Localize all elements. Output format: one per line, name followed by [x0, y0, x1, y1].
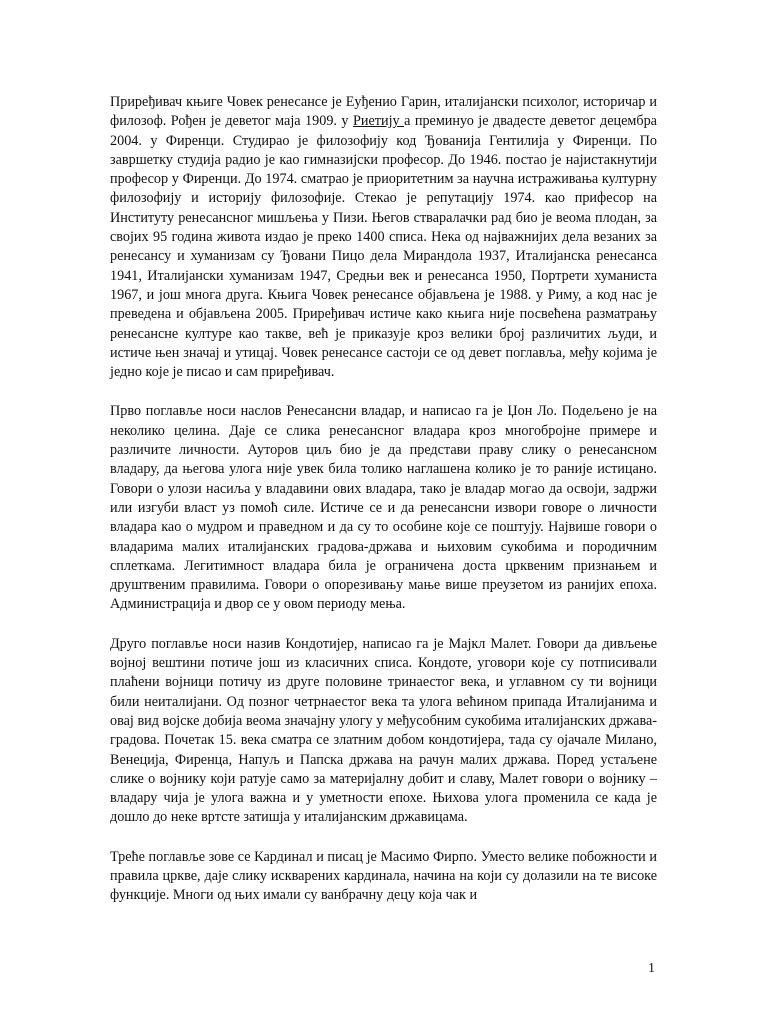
paragraph-author-intro: [110, 93, 657, 382]
paragraph-chapter-one: Прво поглавље носи наслов Ренесансни владар, и написао га је Џон Ло. Подељено је на неколико целина. Даје се слика ренесансног владара кроз многобројне примере и различите личности. Ауторов циљ био је да представи праву слику о ренесансном владару, да његова улога није увек била толико наглашена колико је то раније истицано. Говори о улози насиља у владавини ових владара, тако је владар могао да освоји, задржи или изгуби власт уз помоћ силе. Истиче се и да ренесансни извори говоре о личности владара као о мудром и праведном и да су то особине које се поштују. Највише говори о владарима малих италијанских градова-држава и њиховим сукобима и породичним сплеткама. Легитимност владара била је ограничена доста црквеним признањем и друштвеним правилима. Говори о опорезивању мање више преузетом из ранијих епоха. Администрација и двор се у овом периоду мења.: [110, 403, 657, 613]
paragraph-text: Приређивач књиге Човек ренесансе је Еуђенио Гарин, италијански психолог, историчар и филозоф. Рођен је деветог маја 1909. у: [110, 94, 657, 130]
underlined-place-name: Риетију: [353, 113, 405, 130]
paragraph-chapter-two: Друго поглавље носи назив Кондотијер, написао га је Мајкл Малет. Говори да дивљење војној вештини потиче још из класичних списа. Кондоте, уговори које су потписивали плаћени војници потичу из друге половине тринаестог века, и углавном су ти војници били неиталијани. Од позног четрнаестог века та улога већином припада Италијанима и овај вид војске добија веома значајну улогу у међусобним сукобима италијанских држава-градова. Почетак 15. века сматра се златним добом кондотијера, тада су ојачале Милано, Венеција, Фиренца, Напуљ и Папска држава на рачун малих држава. Поред устаљене слике о војнику који ратује само за материјалну добит и славу, Малет говори о војнику – владару чија је улога важна и у уметности епохе. Њихова улога променила се када је дошло до неке вртсте затишја у италијанским државицама.: [110, 635, 657, 826]
page-number: 1: [648, 961, 655, 976]
paragraph-text: а преминуо је двадесте деветог децембра 2004. у Фиренци. Студирао је филозофију код Ђованија Гентилија у Фиренци. По завршетку студија радио је као гимназијски професор. До 1946. постао је најистакнутији професор у Фиренци. До 1974. сматрао је приоритетним за научна истраживања културну филозофију и историју филозофије. Стекао је репутацију 1974. као прифесор на Институту ренесансног мишљења у Пизи. Његов стваралачки рад био је веома плодан, за својих 95 година живота издао је преко 1400 списа. Нека од најважнијих дела везаних за ренесансу и хуманизам су Ђовани Пицо дела Мирандола 1937, Италијанска ренесанса 1941, Италијански хуманизам 1947, Средњи век и ренесанса 1950, Портрети хуманиста 1967, и још многа друга. Књига Човек ренесансе објављена је 1988. у Риму, а код нас је преведена и објављена 2005. Приређивач истиче како књига није посвећена разматрању ренесансне културе као такве, већ је приказује кроз велики број различитих људи, и истиче њен значај и утицај. Човек ренесансе састоји се од девет поглавља, међу којима је једно које је писао и сам приређивач.: [110, 113, 657, 381]
paragraph-chapter-three: Треће поглавље зове се Кардинал и писац је Масимо Фирпо. Уместо велике побожности и правила цркве, даје слику искварених кардинала, начина на који су долазили на те високе функције. Многи од њих имали су ванбрачну децу која чак и: [110, 848, 657, 904]
document-body: [110, 93, 657, 926]
